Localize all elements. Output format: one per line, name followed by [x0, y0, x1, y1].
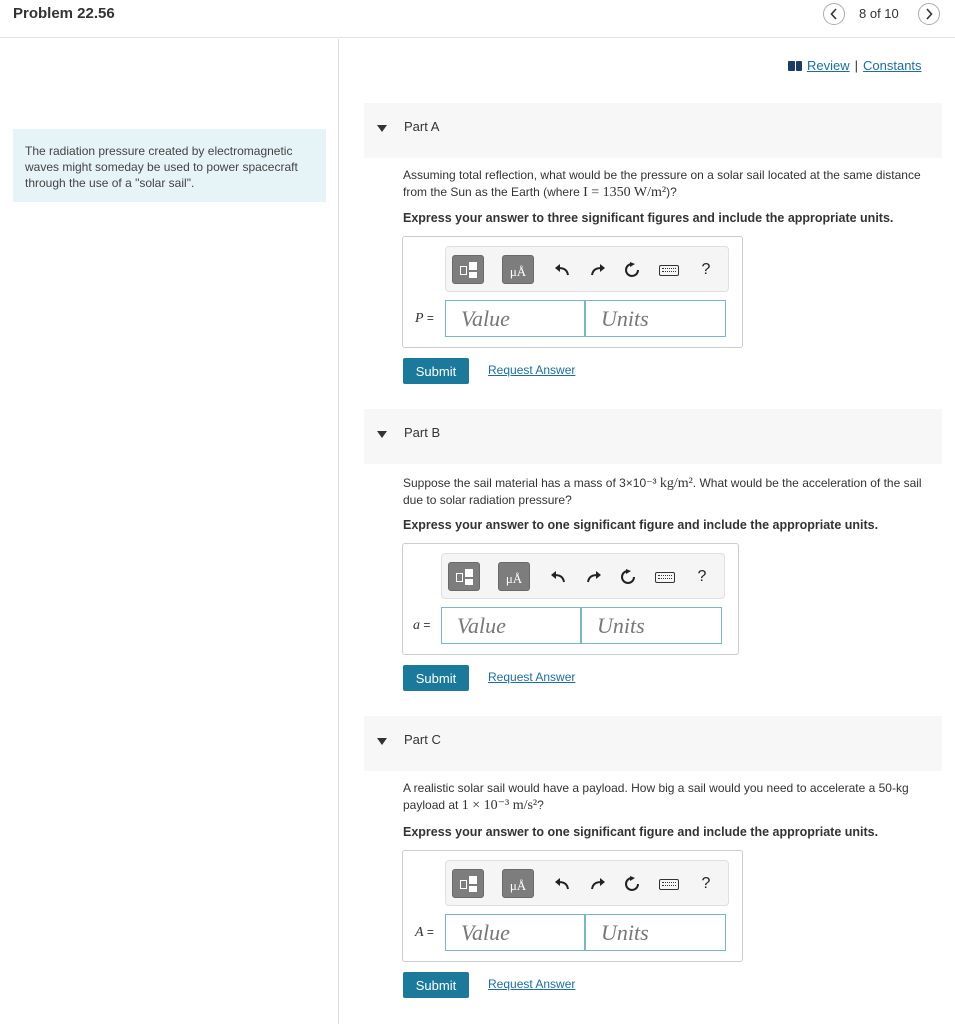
help-icon[interactable]: ? — [701, 261, 711, 278]
part-a-header[interactable] — [364, 103, 942, 158]
part-a-title: Part A — [404, 119, 440, 134]
units-input[interactable]: Units — [585, 300, 726, 337]
redo-icon[interactable] — [584, 567, 604, 587]
value-input[interactable]: Value — [441, 607, 581, 644]
part-b-instruction: Express your answer to one significant figure and include the appropriate units. — [403, 518, 879, 532]
part-b-title: Part B — [404, 425, 441, 440]
undo-icon[interactable] — [548, 567, 568, 587]
part-c-title: Part C — [404, 732, 441, 747]
part-b-question-math: kg/m² — [659, 476, 693, 491]
part-c-submit-button[interactable]: Submit — [403, 972, 469, 998]
part-a-question — [403, 167, 943, 201]
help-icon[interactable]: ? — [701, 875, 711, 892]
link-separator: | — [854, 58, 859, 73]
templates-button[interactable] — [452, 255, 484, 284]
templates-icon — [456, 573, 463, 582]
problem-intro: The radiation pressure created by electromagnetic waves might someday be used to power spacecraft through the use of a "solar sail". — [13, 129, 326, 202]
part-a-question-math: I = 1350 W/m² — [583, 185, 667, 200]
chevron-right-icon — [925, 8, 933, 20]
variable-label: a = — [413, 618, 431, 633]
part-c-header[interactable] — [364, 716, 942, 771]
part-a-submit-button[interactable]: Submit — [403, 358, 469, 384]
part-a-request-answer-link[interactable]: Request Answer — [488, 363, 576, 377]
column-divider — [338, 39, 339, 1024]
math-toolbar — [445, 246, 729, 292]
part-c-question-end: ? — [537, 798, 544, 812]
units-input[interactable]: Units — [585, 914, 726, 951]
help-icon[interactable]: ? — [697, 568, 707, 585]
part-c-question-text: A realistic solar sail would have a payload. How big a sail would you need to accelerate a 50-kg payload at — [403, 781, 909, 812]
redo-icon[interactable] — [588, 874, 608, 894]
units-button[interactable] — [498, 562, 530, 591]
part-b-request-answer-link[interactable]: Request Answer — [488, 670, 576, 684]
reset-icon[interactable] — [618, 567, 638, 587]
templates-button[interactable] — [448, 562, 480, 591]
math-toolbar — [445, 860, 729, 906]
units-icon: μÅ — [505, 571, 523, 586]
collapse-triangle-icon — [377, 125, 387, 132]
part-a-question-text: Assuming total reflection, what would be the pressure on a solar sail located at the same distance from the Sun as the Earth (where — [403, 168, 921, 199]
collapse-triangle-icon — [377, 738, 387, 745]
part-b-answer-box — [402, 543, 739, 655]
math-toolbar — [441, 553, 725, 599]
units-icon: μÅ — [509, 878, 527, 893]
templates-icon — [460, 266, 467, 275]
undo-icon[interactable] — [552, 874, 572, 894]
units-button[interactable] — [502, 255, 534, 284]
chevron-left-icon — [830, 8, 838, 20]
part-c-answer-box — [402, 850, 743, 962]
review-constants-links — [788, 58, 922, 73]
reset-icon[interactable] — [622, 874, 642, 894]
redo-icon[interactable] — [588, 260, 608, 280]
keyboard-icon[interactable] — [658, 874, 680, 894]
part-c-instruction: Express your answer to one significant figure and include the appropriate units. — [403, 825, 879, 839]
top-bar — [0, 0, 955, 38]
keyboard-icon[interactable] — [658, 260, 680, 280]
variable-label: A = — [415, 925, 434, 940]
undo-icon[interactable] — [552, 260, 572, 280]
part-a-instruction: Express your answer to three significant figures and include the appropriate units. — [403, 211, 894, 225]
review-link[interactable]: Review — [807, 58, 850, 73]
units-button[interactable] — [502, 869, 534, 898]
collapse-triangle-icon — [377, 431, 387, 438]
part-b-submit-button[interactable]: Submit — [403, 665, 469, 691]
previous-button[interactable] — [823, 3, 845, 25]
reset-icon[interactable] — [622, 260, 642, 280]
part-b-question-end: . What would be the acceleration of the sail due to solar radiation pressure? — [403, 476, 922, 507]
value-input[interactable]: Value — [445, 300, 585, 337]
variable-label: P = — [415, 311, 434, 326]
part-c-question — [403, 780, 943, 814]
page-indicator: 8 of 10 — [859, 6, 899, 21]
part-b-header[interactable] — [364, 409, 942, 464]
part-a-answer-box — [402, 236, 743, 348]
keyboard-icon[interactable] — [654, 567, 676, 587]
part-c-question-math: 1 × 10⁻³ m/s² — [461, 798, 538, 813]
units-input[interactable]: Units — [581, 607, 722, 644]
book-icon — [788, 61, 802, 71]
part-a-question-end: )? — [666, 185, 677, 199]
problem-title: Problem 22.56 — [13, 5, 115, 22]
value-input[interactable]: Value — [445, 914, 585, 951]
next-button[interactable] — [918, 3, 940, 25]
constants-link[interactable]: Constants — [863, 58, 922, 73]
templates-button[interactable] — [452, 869, 484, 898]
templates-icon — [460, 880, 467, 889]
units-icon: μÅ — [509, 264, 527, 279]
part-c-request-answer-link[interactable]: Request Answer — [488, 977, 576, 991]
part-b-question-text: Suppose the sail material has a mass of 3×10⁻³ — [403, 476, 660, 490]
part-b-question — [403, 475, 943, 509]
